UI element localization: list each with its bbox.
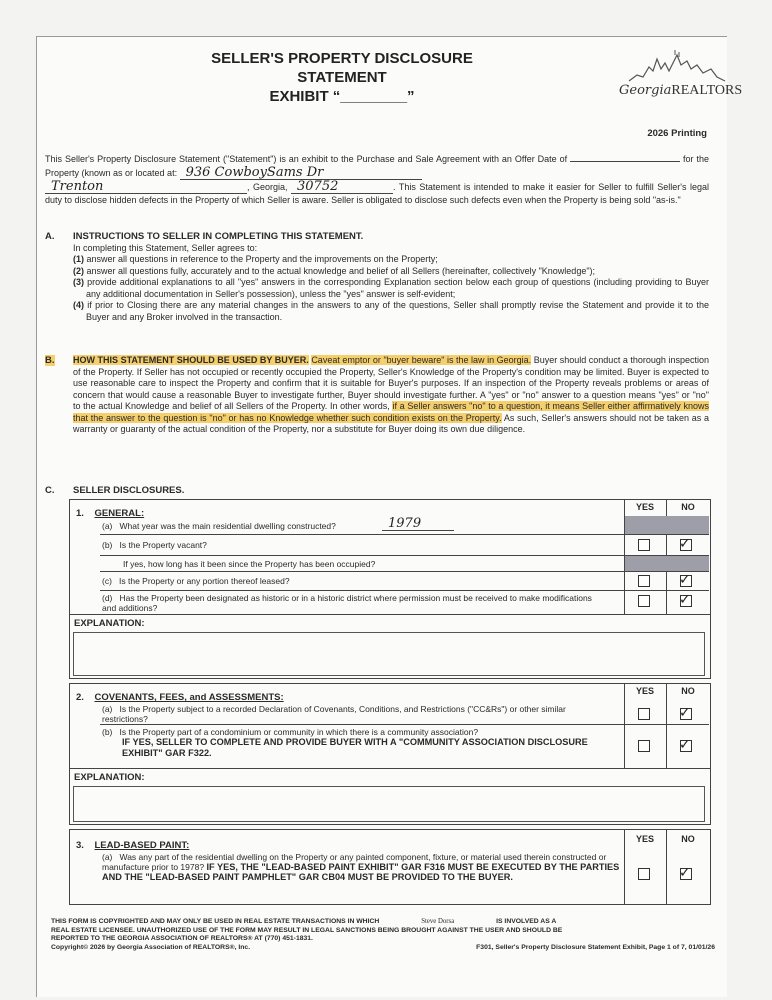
explanation-section — [70, 768, 710, 825]
section-c-heading: SELLER DISCLOSURES. — [73, 485, 185, 496]
shaded-cell — [625, 555, 709, 571]
year-built-field[interactable]: 1979 — [382, 517, 454, 531]
printing-year: 2026 Printing — [647, 128, 707, 139]
yes-header: YES — [635, 502, 654, 512]
intro-text-1: This Seller's Property Disclosure Statement ("Statement") is an exhibit to the Purchase and Sale Agreement with an Offer Date of — [45, 154, 568, 164]
explanation-field[interactable] — [73, 786, 705, 822]
no-header: NO — [681, 686, 695, 696]
section-a-lead: In completing this Statement, Seller agrees to: — [73, 242, 258, 253]
section-a-letter: A. — [45, 231, 55, 242]
intro-text-2: for the Property (known as or located at: — [45, 154, 709, 178]
checkmark-icon: ✓ — [679, 572, 691, 588]
general-heading: 1. GENERAL: — [76, 508, 145, 519]
checkmark-icon: ✓ — [679, 536, 691, 552]
skyline-icon — [627, 49, 727, 83]
copyright-footer — [51, 918, 715, 952]
logo-realtors: REALTORS — [671, 83, 743, 98]
question-c: (c) Is the Property or any portion thereof leased? — [102, 576, 290, 586]
checkmark-icon: ✓ — [679, 737, 691, 753]
caveat-emptor-highlight: Caveat emptor or "buyer beware" is the law in Georgia. — [311, 355, 532, 365]
community-yes-checkbox[interactable] — [638, 740, 650, 752]
explanation-label: EXPLANATION: — [74, 772, 145, 783]
instruction-item: (1) answer all questions in reference to the Property and the improvements on the Property; — [73, 254, 438, 264]
section-a — [45, 231, 709, 351]
logo-text — [619, 83, 742, 99]
yes-header: YES — [635, 686, 654, 696]
question-d: (d) Has the Property been designated as historic or in a historic district where permission must be received to make modifications and additions? — [102, 593, 592, 613]
explanation-label: EXPLANATION: — [74, 618, 145, 629]
section-b-heading: HOW THIS STATEMENT SHOULD BE USED BY BUYER. — [73, 355, 309, 365]
section-b-text-2: As such, Seller's answers should not be taken as a warranty or guaranty of the actual condition of the Property, nor a substitute for Buyer doing its own due diligence. — [73, 412, 709, 434]
covenants-table — [69, 683, 711, 825]
covenants-heading: 2. COVENANTS, FEES, and ASSESSMENTS: — [76, 692, 284, 703]
shaded-cell — [625, 516, 709, 534]
instruction-item: (3) provide additional explanations to all "yes" answers in the corresponding Explanation section below each group of questions (including providing to Buyer any additional documentation in Seller's possession), unless the "yes" answer is self-evident; — [73, 277, 709, 299]
instruction-item: (2) answer all questions fully, accurately and to the actual knowledge and belief of all Sellers (hereinafter, collectively "Knowledge"); — [73, 265, 596, 276]
explanation-section — [70, 614, 710, 679]
leased-yes-checkbox[interactable] — [638, 575, 650, 587]
lead-paint-table — [69, 829, 711, 905]
zip-field[interactable]: 30752 — [291, 180, 393, 194]
instruction-item: (4) if prior to Closing there are any material changes in the answers to any of the questions, Seller shall promptly revise the Statement and provide it to the Buyer and any Broker involved in the transaction. — [73, 300, 709, 322]
general-table — [69, 499, 711, 679]
form-title — [187, 49, 497, 106]
vacant-yes-checkbox[interactable] — [638, 539, 650, 551]
question-a: (a) Was any part of the residential dwelling on the Property or any painted component, fixture, or material used therein constructed or manufacture prior to 1978? IF YES, THE "LEAD-BASED PAINT EXHIBIT" GAR F316 MUST BE EXECUTED BY THE PARTIES AND THE "LEAD-BASED PAINT PAMPHLET" GAR CB04 MUST BE PROVIDED TO THE BUYER. — [102, 852, 620, 882]
lead-paint-yes-checkbox[interactable] — [638, 868, 650, 880]
offer-date-field[interactable] — [570, 151, 680, 162]
yes-header: YES — [635, 834, 654, 844]
footer-line-1: THIS FORM IS COPYRIGHTED AND MAY ONLY BE USED IN REAL ESTATE TRANSACTIONS IN WHICH Steve Dorsa IS INVOLVED AS A — [51, 918, 557, 925]
section-b-body — [73, 355, 709, 436]
section-b-text-1: Buyer should conduct a thorough inspection of the Property. If Seller has not occupied or recently occupied the Property, Seller's Knowledge of the Property's condition may be limited. Buyer is expected to use reasonable care to inspect the Property and confirm that it is suitable for Buyer's purposes. If an inspection of the Property reveals problems or areas of concern that would cause a reasonable Buyer to investigate further, Buyer should investigate further. A "yes" or "no" answer to a question means "yes" or "no" to the actual Knowledge and belief of all Sellers of the Property. In other words, — [73, 355, 709, 411]
question-a: (a) What year was the main residential dwelling constructed? — [102, 521, 336, 531]
seller-answers-highlight: if a Seller answers "no" to a question, it means Seller either affirmatively knows that the answer to the question is "no" or has no Knowledge whether such condition exists on the Property. — [73, 401, 709, 423]
city-field[interactable]: Trenton — [45, 180, 247, 194]
title-line-2: EXHIBIT “________” — [269, 88, 415, 105]
question-b-sub: If yes, how long has it been since the Property has been occupied? — [123, 559, 376, 569]
property-address-field[interactable]: 936 CowboySams Dr — [180, 166, 422, 180]
question-b: (b) Is the Property vacant? — [102, 540, 207, 550]
lead-paint-heading: 3. LEAD-BASED PAINT: — [76, 840, 190, 851]
intro-paragraph: This Seller's Property Disclosure Statement ("Statement") is an exhibit to the Purchase and Sale Agreement with an Offer Date of for the Property (known as or located at: 936 CowboySams Dr Trenton , Georgia, 30752 . This Statement is intended to make it easier for Seller to fulfill Seller's legal duty to disclose hidden defects in the Property of which Seller is aware. Seller is obligated to disclose such defects even when the Property is being sold "as-is." — [45, 151, 709, 206]
question-a: (a) Is the Property subject to a recorded Declaration of Covenants, Conditions, and Restrictions ("CC&Rs") or other similar restrictions? — [102, 704, 566, 724]
section-b — [45, 355, 709, 475]
intro-text-3: , Georgia, — [247, 181, 288, 192]
footer-line-2: REAL ESTATE LICENSEE. UNAUTHORIZED USE OF THE FORM MAY RESULT IN LEGAL SANCTIONS BEING BROUGHT AGAINST THE USER AND SHOULD BE — [51, 926, 563, 934]
footer-line-3: REPORTED TO THE GEORGIA ASSOCIATION OF REALTORS® AT (770) 451-1831. — [51, 935, 313, 943]
intro-text-4: This Statement is intended to make it easier for Seller to fulfill Seller's legal duty to disclose hidden defects in the Property of which Seller is aware. Seller is obligated to disclose such defects even when the Property is being sold "as-is." — [45, 181, 709, 205]
logo-italic: Georgia — [619, 83, 672, 98]
section-a-heading: INSTRUCTIONS TO SELLER IN COMPLETING THIS STATEMENT. — [73, 231, 364, 242]
ccrs-yes-checkbox[interactable] — [638, 708, 650, 720]
question-b: (b) Is the Property part of a condominium or community in which there is a community association? IF YES, SELLER TO COMPLETE AND PROVIDE BUYER WITH A "COMMUNITY ASSOCIATION DISCLOSURE EXHIBIT" GAR F322. — [102, 727, 588, 758]
checkmark-icon: ✓ — [679, 865, 691, 881]
checkmark-icon: ✓ — [679, 705, 691, 721]
footer-line-4: Copyright© 2026 by Georgia Association of REALTORS®, Inc. F301, Seller's Property Disclosure Statement Exhibit, Page 1 of 7, 01/01/26 — [51, 943, 715, 951]
no-header: NO — [681, 834, 695, 844]
checkmark-icon: ✓ — [679, 592, 691, 608]
georgia-realtors-logo — [597, 49, 743, 109]
explanation-field[interactable] — [73, 632, 705, 676]
historic-yes-checkbox[interactable] — [638, 595, 650, 607]
form-id: F301, Seller's Property Disclosure Statement Exhibit, Page 1 of 7, 01/01/26 — [476, 943, 715, 951]
title-line-1: SELLER'S PROPERTY DISCLOSURE STATEMENT — [211, 50, 473, 86]
no-header: NO — [681, 502, 695, 512]
form-page — [36, 36, 743, 997]
section-b-letter: B. — [45, 355, 55, 366]
section-c-letter: C. — [45, 485, 55, 496]
